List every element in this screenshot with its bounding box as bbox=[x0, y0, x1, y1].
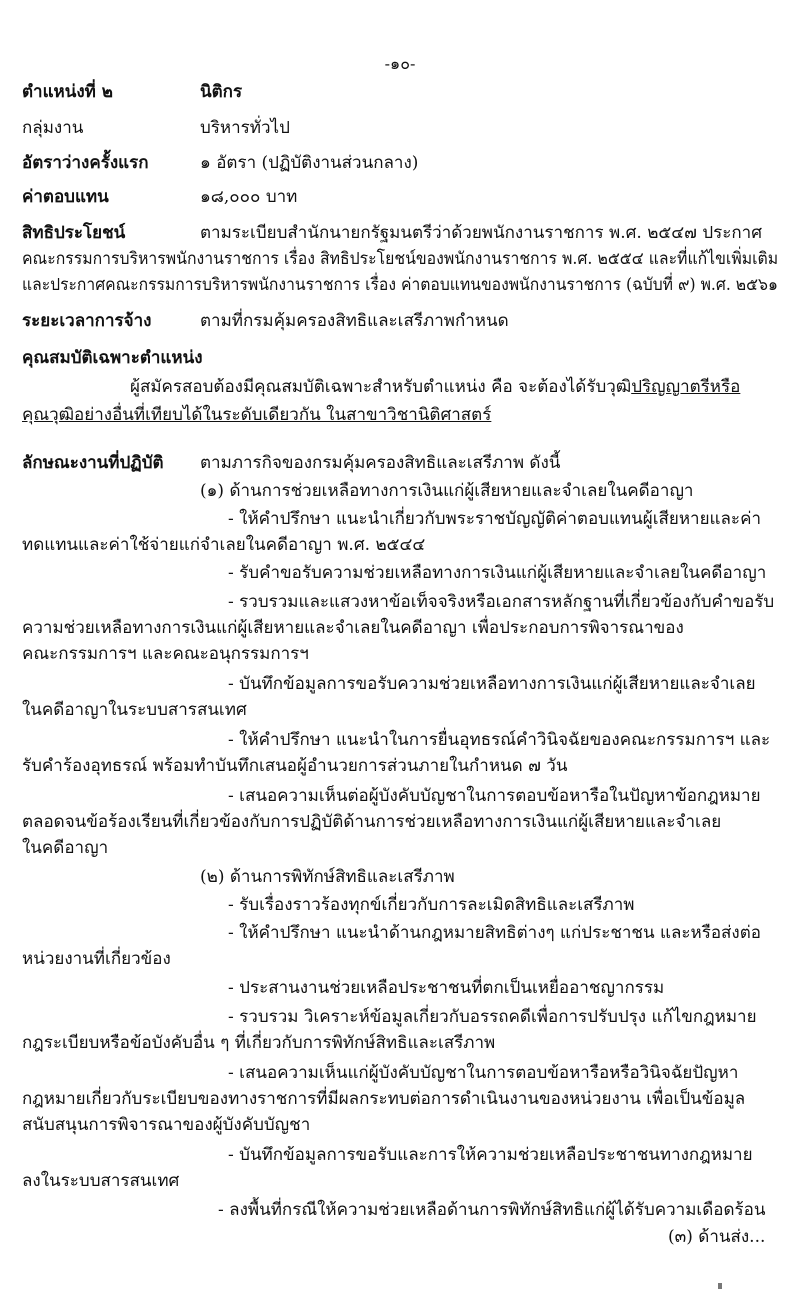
section-2-title: (๒) ด้านการพิทักษ์สิทธิและเสรีภาพ bbox=[200, 867, 455, 887]
salary-label: ค่าตอบแทน bbox=[22, 187, 109, 207]
section-1-line: ตลอดจนข้อร้องเรียนที่เกี่ยวข้องกับการปฏิบัติด้านการช่วยเหลือทางการเงินแก่ผู้เสียหายและจำเลย bbox=[22, 812, 722, 832]
section-1-line: - รวบรวมและแสวงหาข้อเท็จจริงหรือเอกสารหลักฐานที่เกี่ยวข้องกับคำขอรับ bbox=[228, 592, 775, 612]
section-2-line: - ลงพื้นที่กรณีให้ความช่วยเหลือด้านการพิทักษ์สิทธิแก่ผู้ได้รับความเดือดร้อน bbox=[218, 1200, 766, 1220]
group-label: กลุ่มงาน bbox=[22, 118, 84, 138]
section-1-line: - บันทึกข้อมูลการขอรับความช่วยเหลือทางการเงินแก่ผู้เสียหายและจำเลย bbox=[228, 674, 756, 694]
salary-value: ๑๘,๐๐๐ บาท bbox=[200, 187, 298, 207]
benefits-label: สิทธิประโยชน์ bbox=[22, 223, 126, 243]
section-1-line: คณะกรรมการฯ และคณะอนุกรรมการฯ bbox=[22, 644, 309, 664]
section-1-line: - เสนอความเห็นต่อผู้บังคับบัญชาในการตอบข้อหารือในปัญหาข้อกฎหมาย bbox=[228, 786, 761, 806]
duties-intro: ตามภารกิจของกรมคุ้มครองสิทธิและเสรีภาพ ดังนี้ bbox=[200, 453, 561, 473]
section-2-line: กฎระเบียบหรือข้อบังคับอื่น ๆ ที่เกี่ยวกับการพิทักษ์สิทธิและเสรีภาพ bbox=[22, 1033, 496, 1053]
position-label: ตำแหน่งที่ ๒ bbox=[22, 82, 114, 102]
qualification-degree: ปริญญาตรีหรือ bbox=[631, 377, 741, 397]
qualification-line-1 bbox=[130, 376, 740, 398]
duration-label: ระยะเวลาการจ้าง bbox=[22, 311, 152, 331]
group-value: บริหารทั่วไป bbox=[200, 118, 290, 138]
section-2-line: - รับเรื่องราวร้องทุกข์เกี่ยวกับการละเมิดสิทธิและเสรีภาพ bbox=[228, 895, 635, 915]
benefits-line-1: ตามระเบียบสำนักนายกรัฐมนตรีว่าด้วยพนักงานราชการ พ.ศ. ๒๕๔๗ ประกาศ bbox=[200, 223, 763, 243]
section-2-line: - รวบรวม วิเคราะห์ข้อมูลเกี่ยวกับอรรถคดีเพื่อการปรับปรุง แก้ไขกฎหมาย bbox=[228, 1007, 757, 1027]
position-value: นิติกร bbox=[200, 82, 243, 102]
section-2-line: - ประสานงานช่วยเหลือประชาชนที่ตกเป็นเหยื่ออาชญากรรม bbox=[228, 978, 665, 998]
benefits-line-2: คณะกรรมการบริหารพนักงานราชการ เรื่อง สิทธิประโยชน์ของพนักงานราชการ พ.ศ. ๒๕๕๔ และที่แก้ไขเพิ่มเติม bbox=[22, 249, 779, 269]
section-2-line: - ให้คำปรึกษา แนะนำด้านกฎหมายสิทธิต่างๆ แก่ประชาชน และหรือส่งต่อ bbox=[228, 923, 761, 943]
section-1-line: - รับคำขอรับความช่วยเหลือทางการเงินแก่ผู้เสียหายและจำเลยในคดีอาญา bbox=[228, 563, 767, 583]
section-2-line: ลงในระบบสารสนเทศ bbox=[22, 1171, 180, 1191]
page-number: -๑๐- bbox=[384, 54, 416, 73]
section-1-line: รับคำร้องอุทธรณ์ พร้อมทำบันทึกเสนอผู้อำนวยการส่วนภายในกำหนด ๗ วัน bbox=[22, 756, 568, 776]
section-2-line: สนับสนุนการพิจารณาของผู้บังคับบัญชา bbox=[22, 1115, 311, 1135]
section-1-line: - ให้คำปรึกษา แนะนำเกี่ยวกับพระราชบัญญัติค่าตอบแทนผู้เสียหายและค่า bbox=[228, 509, 761, 529]
benefits-line-3: และประกาศคณะกรรมการบริหารพนักงานราชการ เรื่อง ค่าตอบแทนของพนักงานราชการ (ฉบับที่ ๙) พ.ศ. ๒๕๖๑ bbox=[22, 275, 778, 295]
section-1-line: ทดแทนและค่าใช้จ่ายแก่จำเลยในคดีอาญา พ.ศ. ๒๕๔๔ bbox=[22, 535, 426, 555]
section-1-line: - ให้คำปรึกษา แนะนำในการยื่นอุทธรณ์คำวินิจฉัยของคณะกรรมการฯ และ bbox=[228, 730, 771, 750]
section-2-line: - บันทึกข้อมูลการขอรับและการให้ความช่วยเหลือประชาชนทางกฎหมาย bbox=[228, 1145, 753, 1165]
vacancy-value: ๑ อัตรา (ปฏิบัติงานส่วนกลาง) bbox=[200, 153, 419, 173]
duties-label: ลักษณะงานที่ปฏิบัติ bbox=[22, 453, 164, 473]
section-2-line: - เสนอความเห็นแก่ผู้บังคับบัญชาในการตอบข้อหารือหรือวินิจฉัยปัญหา bbox=[228, 1063, 739, 1083]
continuation-marker: (๓) ด้านส่ง... bbox=[668, 1227, 766, 1247]
scan-speck bbox=[718, 1283, 722, 1289]
section-1-line: ในคดีอาญา bbox=[22, 838, 109, 858]
qualification-line-2: คุณวุฒิอย่างอื่นที่เทียบได้ในระดับเดียวกัน ในสาขาวิชานิติศาสตร์ bbox=[22, 405, 492, 425]
section-2-line: หน่วยงานที่เกี่ยวข้อง bbox=[22, 949, 171, 969]
vacancy-label: อัตราว่างครั้งแรก bbox=[22, 153, 149, 173]
section-1-line: ในคดีอาญาในระบบสารสนเทศ bbox=[22, 700, 247, 720]
qualification-line-1-plain: ผู้สมัครสอบต้องมีคุณสมบัติเฉพาะสำหรับตำแหน่ง คือ จะต้องได้รับวุฒิ bbox=[130, 377, 632, 397]
duration-value: ตามที่กรมคุ้มครองสิทธิและเสรีภาพกำหนด bbox=[200, 311, 509, 331]
section-1-line: ความช่วยเหลือทางการเงินแก่ผู้เสียหายและจำเลยในคดีอาญา เพื่อประกอบการพิจารณาของ bbox=[22, 618, 684, 638]
section-1-title: (๑) ด้านการช่วยเหลือทางการเงินแก่ผู้เสียหายและจำเลยในคดีอาญา bbox=[200, 481, 694, 501]
qualification-heading: คุณสมบัติเฉพาะตำแหน่ง bbox=[22, 348, 203, 368]
section-2-line: กฎหมายเกี่ยวกับระเบียบของทางราชการที่มีผลกระทบต่อการดำเนินงานของหน่วยงาน เพื่อเป็นข้อมูล bbox=[22, 1089, 746, 1109]
